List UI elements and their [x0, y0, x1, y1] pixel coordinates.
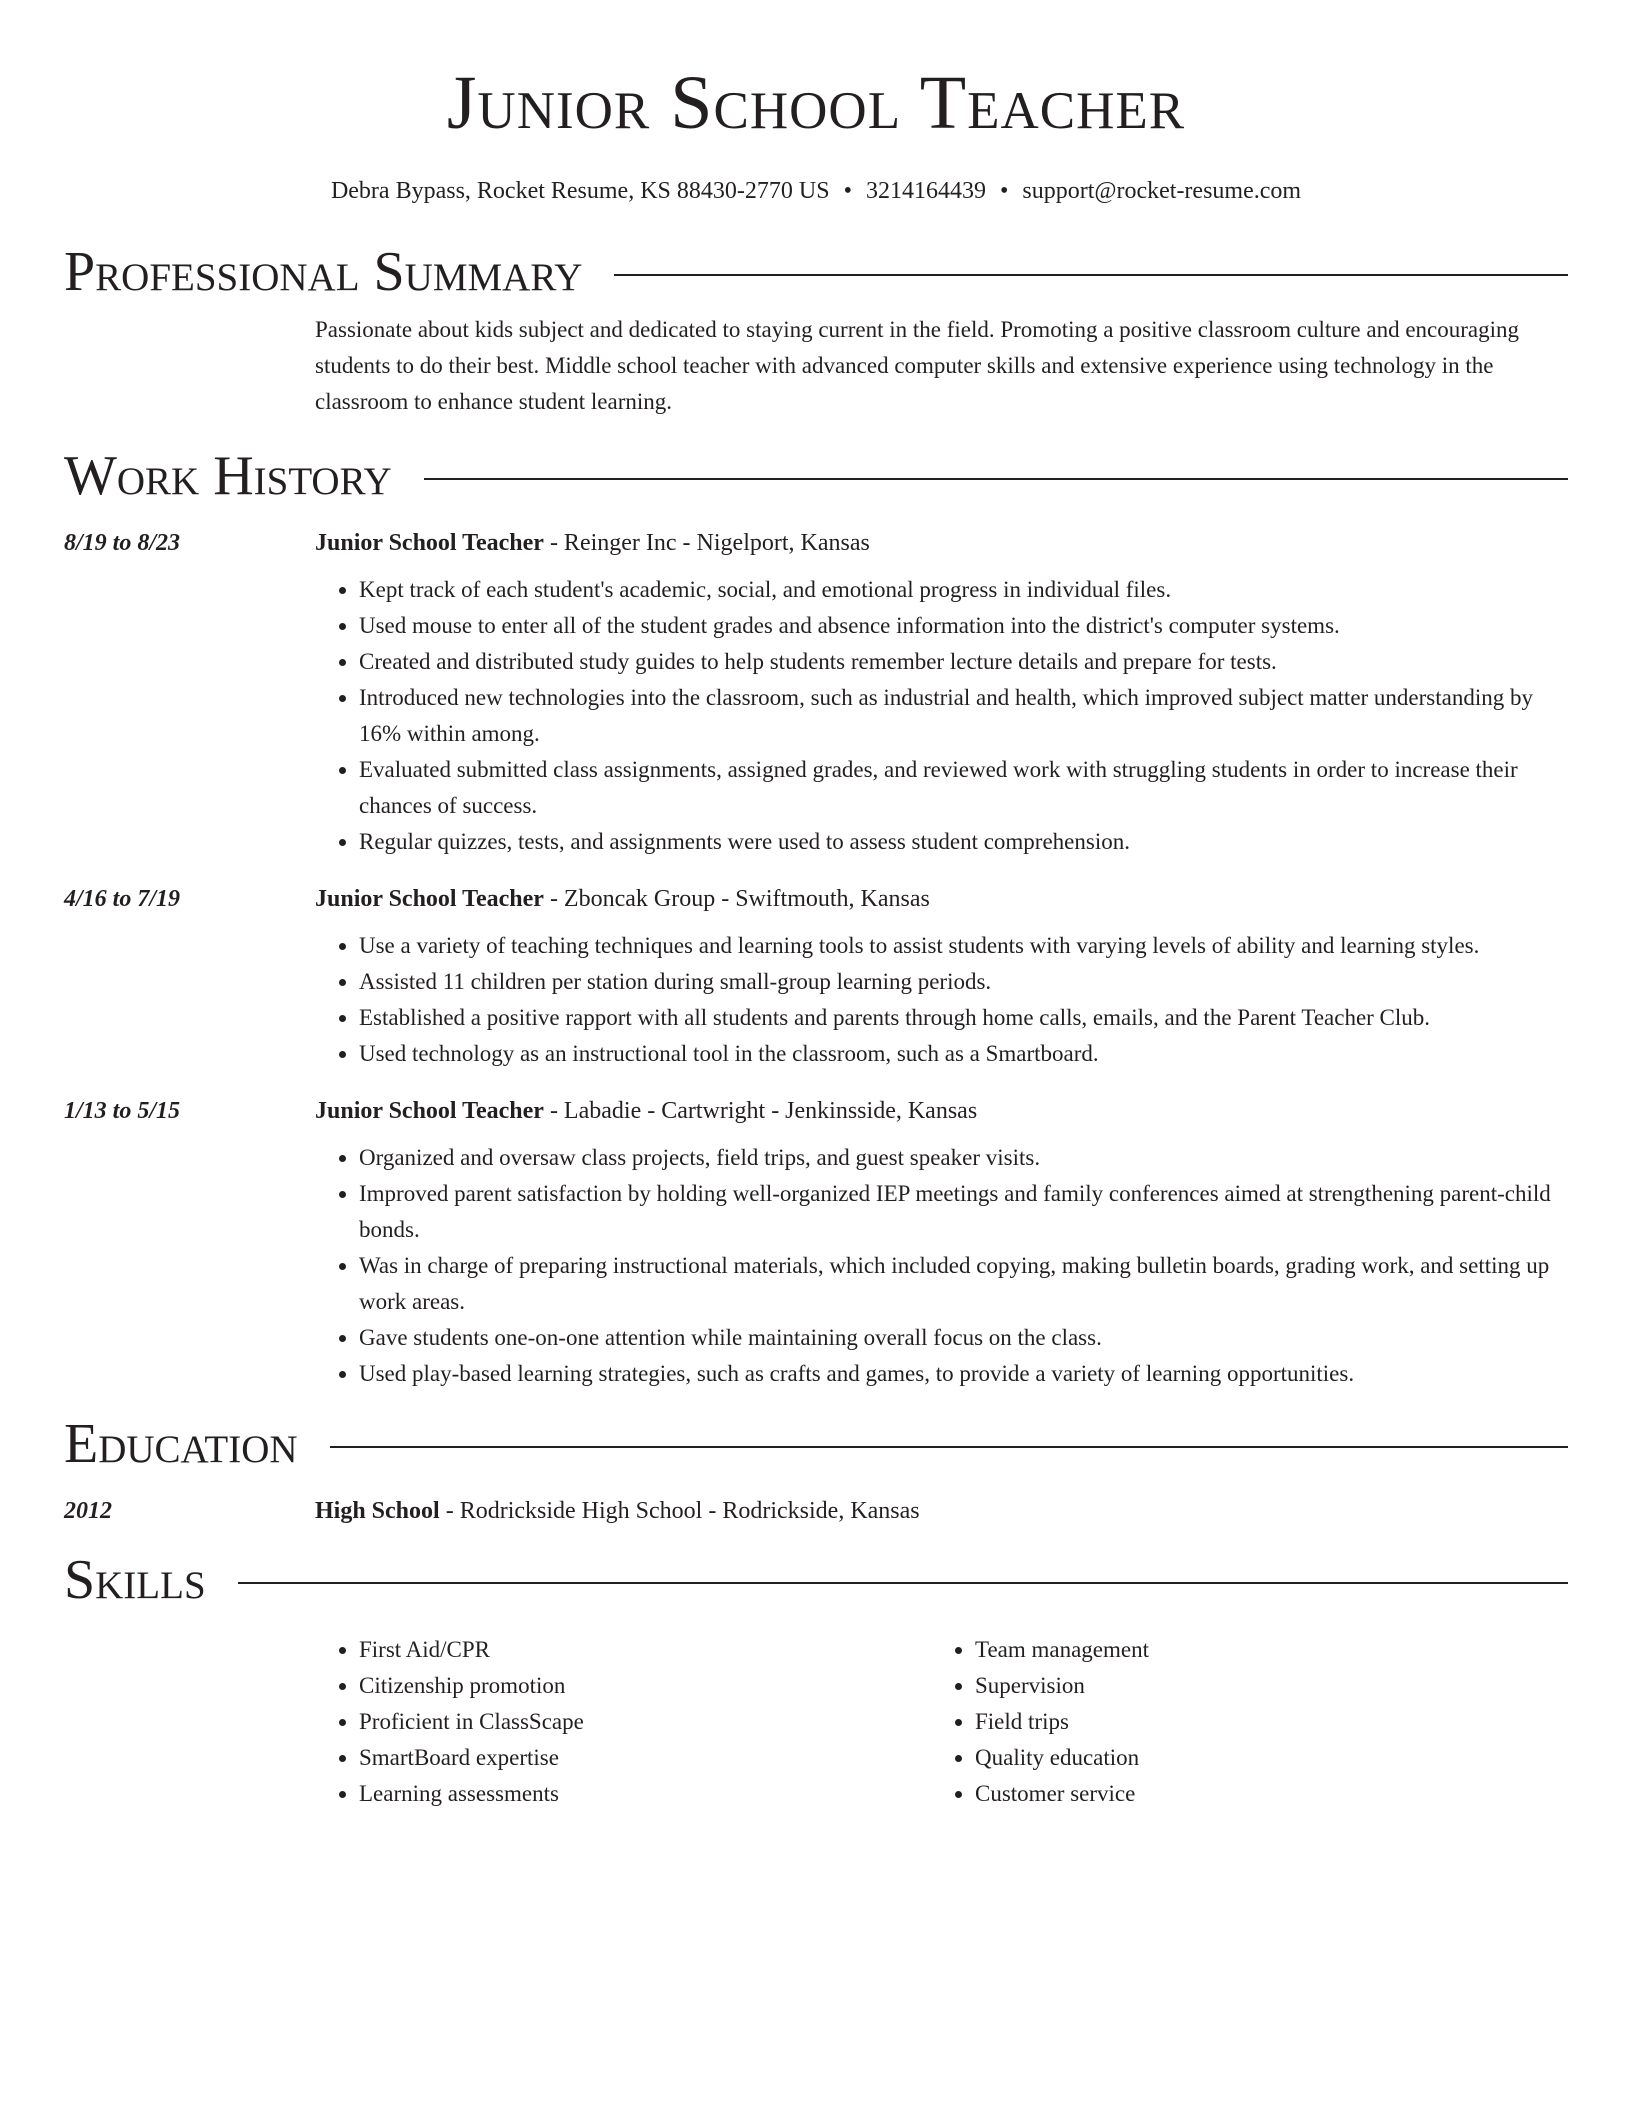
section-divider [424, 478, 1568, 480]
education-content [315, 1496, 1568, 1526]
skill-item: • Learning assessments [359, 1776, 931, 1812]
job-entry [64, 1096, 1568, 1392]
job-title: Junior School Teacher [315, 530, 544, 556]
education-entry [64, 1496, 1568, 1526]
education-year: 2012 [64, 1498, 112, 1524]
skills-section-header [64, 1550, 1568, 1610]
work-section-header [64, 446, 1568, 506]
section-divider [238, 1582, 1568, 1584]
skills-column-right [931, 1632, 1547, 1812]
contact-phone: 3214164439 [865, 178, 986, 204]
job-bullet: • Kept track of each student's academic, social, and emotional progress in individual files. [359, 572, 1568, 608]
education-degree: High School [315, 1498, 440, 1524]
skill-item: • Team management [975, 1632, 1547, 1668]
section-divider [330, 1446, 1568, 1448]
contact-address: Debra Bypass, Rocket Resume, KS 88430-2770 US [330, 178, 830, 204]
job-bullet: • Established a positive rapport with all students and parents through home calls, emails, and the Parent Teacher Club. [359, 1000, 1568, 1036]
job-details: - Reinger Inc - Nigelport, Kansas [543, 530, 870, 556]
skill-item: • Customer service [975, 1776, 1547, 1812]
skill-item: • First Aid/CPR [359, 1632, 931, 1668]
job-bullet: • Improved parent satisfaction by holding well-organized IEP meetings and family conferences aimed at strengthening parent-child bonds. [359, 1176, 1568, 1248]
education-heading-line [315, 1496, 1568, 1526]
job-content [315, 884, 1568, 1072]
skill-item: • SmartBoard expertise [359, 1740, 931, 1776]
job-bullets [315, 928, 1568, 1072]
contact-email: support@rocket-resume.com [1022, 178, 1302, 204]
job-bullet: • Introduced new technologies into the classroom, such as industrial and health, which improved subject matter understanding by 16% within among. [359, 680, 1568, 752]
skill-item: • Quality education [975, 1740, 1547, 1776]
skills-list [315, 1632, 1568, 1812]
skill-item: • Proficient in ClassScape [359, 1704, 931, 1740]
job-title: Junior School Teacher [315, 886, 544, 912]
skill-item: • Citizenship promotion [359, 1668, 931, 1704]
education-heading: Education [64, 1413, 298, 1475]
job-bullet: • Use a variety of teaching techniques and learning tools to assist students with varying levels of ability and learning styles. [359, 928, 1568, 964]
job-bullet: • Organized and oversaw class projects, field trips, and guest speaker visits. [359, 1140, 1568, 1176]
job-dates: 1/13 to 5/15 [64, 1098, 181, 1124]
skills-column-left [315, 1632, 931, 1812]
resume-title: Junior School Teacher [446, 61, 1186, 145]
summary-section-header [64, 242, 1568, 302]
job-bullet: • Used play-based learning strategies, such as crafts and games, to provide a variety of learning opportunities. [359, 1356, 1568, 1392]
skills-heading: Skills [64, 1549, 206, 1611]
skill-item: • Supervision [975, 1668, 1547, 1704]
job-bullet: • Evaluated submitted class assignments, assigned grades, and reviewed work with struggling students in order to increase their chances of success. [359, 752, 1568, 824]
skill-item: • Field trips [975, 1704, 1547, 1740]
job-bullet: • Used mouse to enter all of the student grades and absence information into the district's computer systems. [359, 608, 1568, 644]
job-bullet: • Regular quizzes, tests, and assignments were used to assess student comprehension. [359, 824, 1568, 860]
job-heading [315, 1096, 1568, 1126]
job-bullet: • Was in charge of preparing instructional materials, which included copying, making bulletin boards, grading work, and setting up work areas. [359, 1248, 1568, 1320]
section-divider [614, 274, 1568, 276]
resume-page [64, 0, 1568, 1812]
job-dates: 4/16 to 7/19 [64, 886, 181, 912]
job-entry [64, 884, 1568, 1072]
job-heading [315, 884, 1568, 914]
contact-separator: • [999, 178, 1009, 204]
summary-text: Passionate about kids subject and dedicated to staying current in the field. Promoting a positive classroom culture and encouraging students to do their best. Middle school teacher with advanced computer skills and extensive experience using technology in the classroom to enhance student learning. [315, 317, 1520, 414]
summary-heading: Professional Summary [64, 241, 583, 303]
job-heading [315, 528, 1568, 558]
job-bullet: • Created and distributed study guides to help students remember lecture details and prepare for tests. [359, 644, 1568, 680]
work-heading: Work History [64, 445, 392, 507]
contact-separator: • [843, 178, 852, 204]
job-bullet: • Gave students one-on-one attention while maintaining overall focus on the class. [359, 1320, 1568, 1356]
job-entry [64, 528, 1568, 860]
job-details: - Labadie - Cartwright - Jenkinsside, Kansas [543, 1098, 978, 1124]
job-content [315, 1096, 1568, 1392]
job-bullet: • Assisted 11 children per station during small-group learning periods. [359, 964, 1568, 1000]
job-dates: 8/19 to 8/23 [64, 530, 181, 556]
education-details: - Rodrickside High School - Rodrickside, Kansas [439, 1498, 920, 1524]
job-content [315, 528, 1568, 860]
job-title: Junior School Teacher [315, 1098, 544, 1124]
job-bullets [315, 1140, 1568, 1392]
contact-line [64, 176, 1568, 206]
job-details: - Zboncak Group - Swiftmouth, Kansas [543, 886, 930, 912]
job-bullets [315, 572, 1568, 860]
education-section-header [64, 1414, 1568, 1474]
job-bullet: • Used technology as an instructional tool in the classroom, such as a Smartboard. [359, 1036, 1568, 1072]
